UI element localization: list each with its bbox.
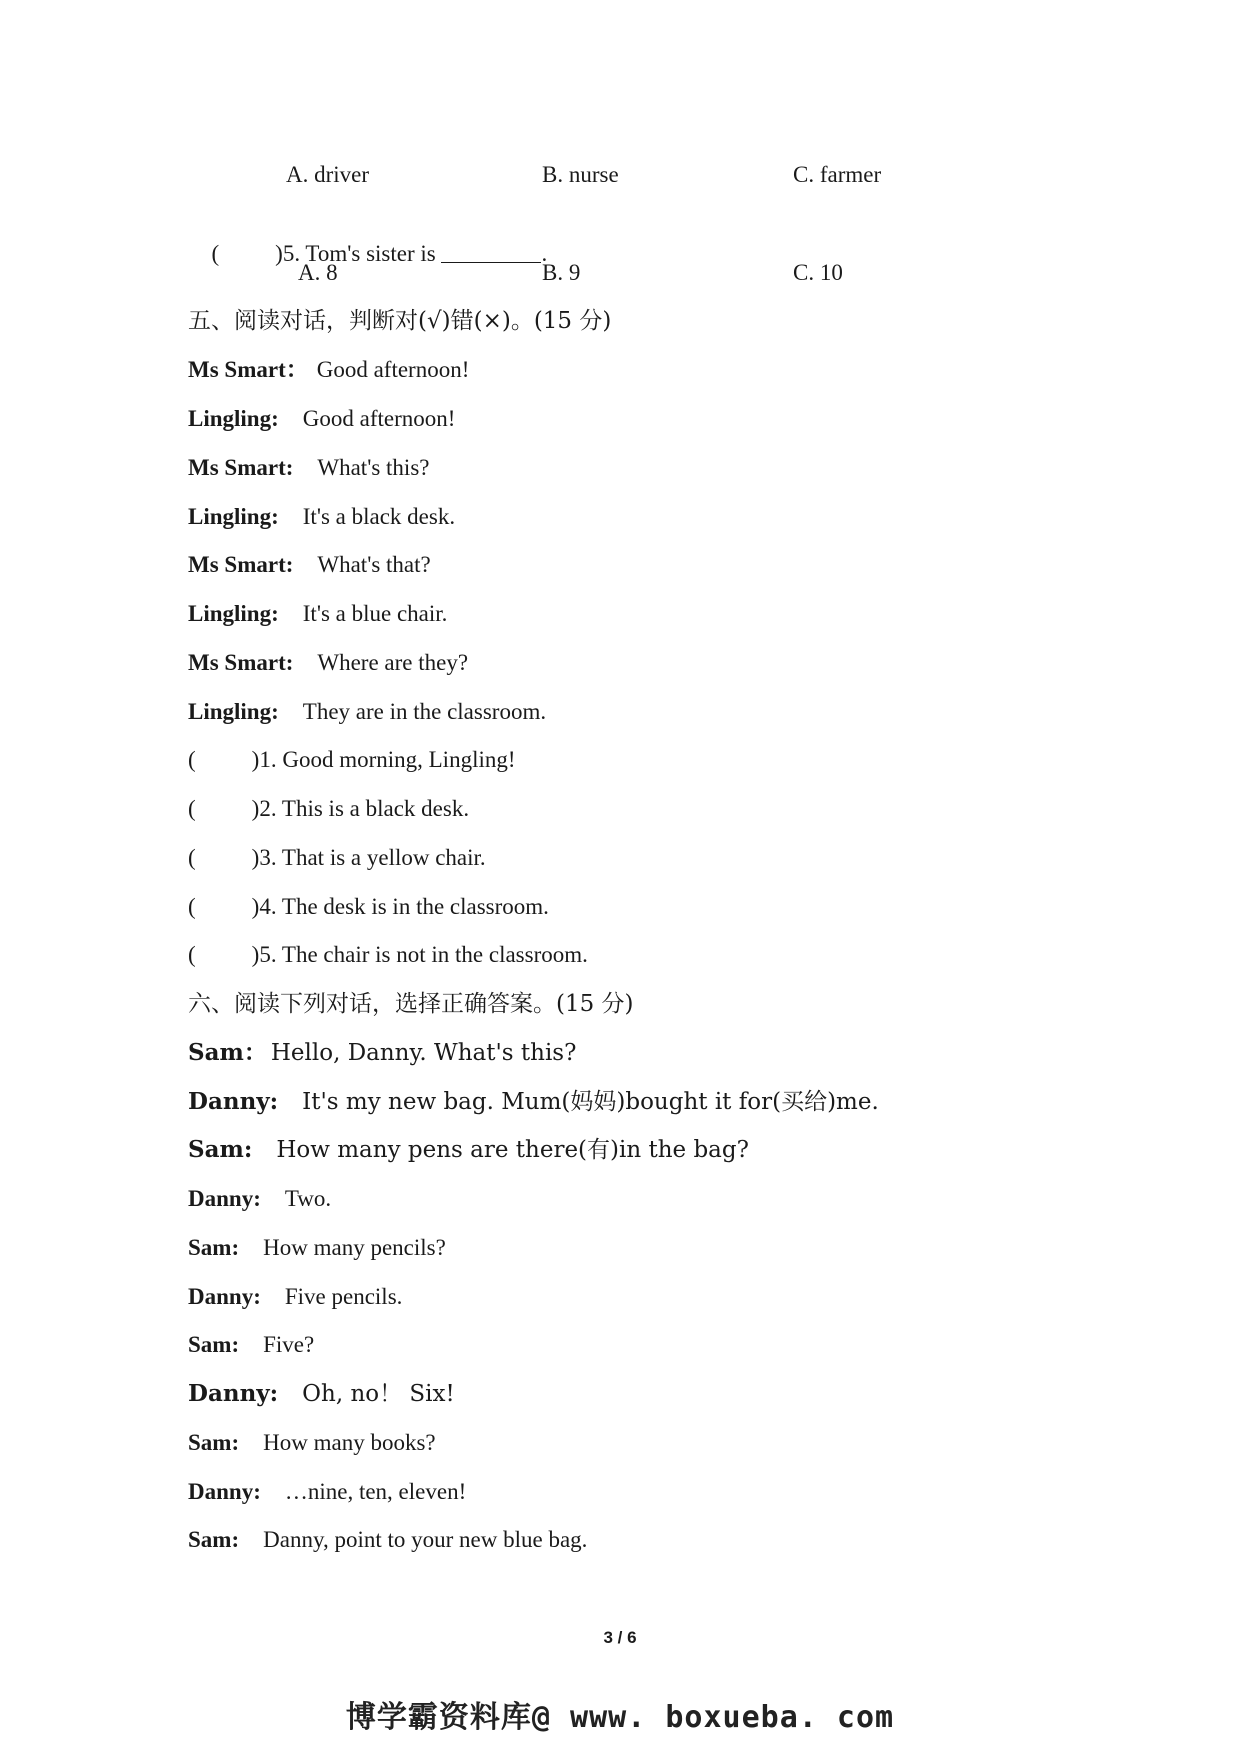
utterance: How many pencils? — [263, 1235, 446, 1260]
s6-dialogue-line — [188, 1087, 879, 1117]
answer-paren: ( — [188, 845, 196, 870]
utterance: Hello, Danny. What's this? — [270, 1040, 577, 1066]
s5-dialogue-line — [188, 648, 468, 678]
speaker: Lingling: — [188, 406, 279, 431]
section6-heading: 六、阅读下列对话，选择正确答案。(15 分) — [188, 991, 634, 1017]
q4-option-b: B. nurse — [542, 162, 619, 187]
utterance: Good afternoon! — [316, 357, 470, 382]
s5-question — [188, 892, 549, 922]
q5-text: )5. Tom's sister is — [275, 241, 436, 266]
speaker: Danny: — [188, 1284, 261, 1309]
s5-dialogue-line — [188, 599, 447, 629]
s6-dialogue-line — [188, 1135, 749, 1165]
s5-question — [188, 940, 588, 970]
s5-dialogue-line — [188, 550, 431, 580]
q5-blank — [441, 242, 541, 263]
utterance: Where are they? — [317, 650, 469, 675]
speaker: Danny: — [188, 1380, 279, 1407]
section5-heading: 五、阅读对话，判断对(√)错(×)。(15 分) — [188, 308, 612, 334]
utterance: They are in the classroom. — [302, 699, 547, 724]
question-text: )1. Good morning, Lingling! — [251, 747, 516, 772]
watermark-url: @ www. boxueba. com — [531, 1700, 895, 1735]
utterance: It's a blue chair. — [302, 601, 448, 626]
q5-paren: ( — [211, 241, 220, 266]
s5-dialogue-line — [188, 453, 429, 483]
s6-dialogue-line — [188, 1233, 446, 1263]
answer-paren: ( — [188, 942, 196, 967]
s6-dialogue-line — [188, 1184, 331, 1214]
answer-paren: ( — [188, 747, 196, 772]
speaker: Ms Smart: — [188, 650, 294, 675]
s5-dialogue-line — [188, 404, 455, 434]
s6-dialogue-line — [188, 1525, 587, 1555]
utterance: Good afternoon! — [302, 406, 456, 431]
s6-dialogue-line — [188, 1428, 436, 1458]
speaker: Sam： — [188, 1039, 267, 1066]
utterance: What's that? — [317, 552, 431, 577]
q5-option-a: A. 8 — [298, 260, 338, 285]
speaker: Lingling: — [188, 504, 279, 529]
utterance: …nine, ten, eleven! — [284, 1479, 467, 1504]
question-text: )2. This is a black desk. — [251, 796, 470, 821]
q4-option-c: C. farmer — [793, 162, 882, 187]
q4-option-a: A. driver — [286, 162, 370, 187]
s6-dialogue-line — [188, 1282, 402, 1312]
s6-dialogue-line — [188, 1379, 455, 1409]
s6-dialogue-line — [188, 1330, 314, 1360]
answer-paren: ( — [188, 894, 196, 919]
utterance: It's my new bag. Mum(妈妈)bought it for(买给)me. — [302, 1089, 879, 1115]
watermark-cn: 博学霸资料库 — [345, 1700, 532, 1735]
speaker: Sam: — [188, 1235, 240, 1260]
utterance: How many books? — [263, 1430, 436, 1455]
utterance: It's a black desk. — [302, 504, 456, 529]
utterance: What's this? — [317, 455, 430, 480]
page-number: 3 / 6 — [603, 1628, 637, 1647]
speaker: Sam: — [188, 1430, 240, 1455]
speaker: Ms Smart: — [188, 552, 294, 577]
s5-dialogue-line — [188, 697, 546, 727]
utterance: Oh, no！ Six! — [302, 1381, 455, 1407]
q5-line — [200, 209, 547, 269]
speaker: Lingling: — [188, 601, 279, 626]
utterance: Two. — [284, 1186, 332, 1211]
question-text: )4. The desk is in the classroom. — [251, 894, 549, 919]
watermark — [0, 1692, 1240, 1736]
utterance: Five pencils. — [284, 1284, 403, 1309]
s5-question — [188, 745, 516, 775]
s5-dialogue-line — [188, 355, 469, 385]
answer-paren: ( — [188, 796, 196, 821]
q5-option-b: B. 9 — [542, 260, 581, 285]
s5-dialogue-line — [188, 502, 455, 532]
speaker: Sam: — [188, 1527, 240, 1552]
utterance: How many pens are there(有)in the bag? — [276, 1137, 749, 1163]
s6-dialogue-line — [188, 1477, 466, 1507]
utterance: Danny, point to your new blue bag. — [263, 1527, 588, 1552]
speaker: Sam: — [188, 1332, 240, 1357]
speaker: Ms Smart： — [188, 357, 309, 382]
speaker: Danny: — [188, 1088, 279, 1115]
s5-question — [188, 843, 486, 873]
question-text: )5. The chair is not in the classroom. — [251, 942, 588, 967]
question-text: )3. That is a yellow chair. — [251, 845, 486, 870]
q5-end: . — [541, 241, 548, 266]
speaker: Danny: — [188, 1479, 261, 1504]
s5-question — [188, 794, 469, 824]
speaker: Lingling: — [188, 699, 279, 724]
utterance: Five? — [263, 1332, 315, 1357]
speaker: Ms Smart: — [188, 455, 294, 480]
s6-dialogue-line — [188, 1038, 576, 1068]
q5-option-c: C. 10 — [793, 260, 843, 285]
speaker: Danny: — [188, 1186, 261, 1211]
speaker: Sam: — [188, 1136, 253, 1163]
